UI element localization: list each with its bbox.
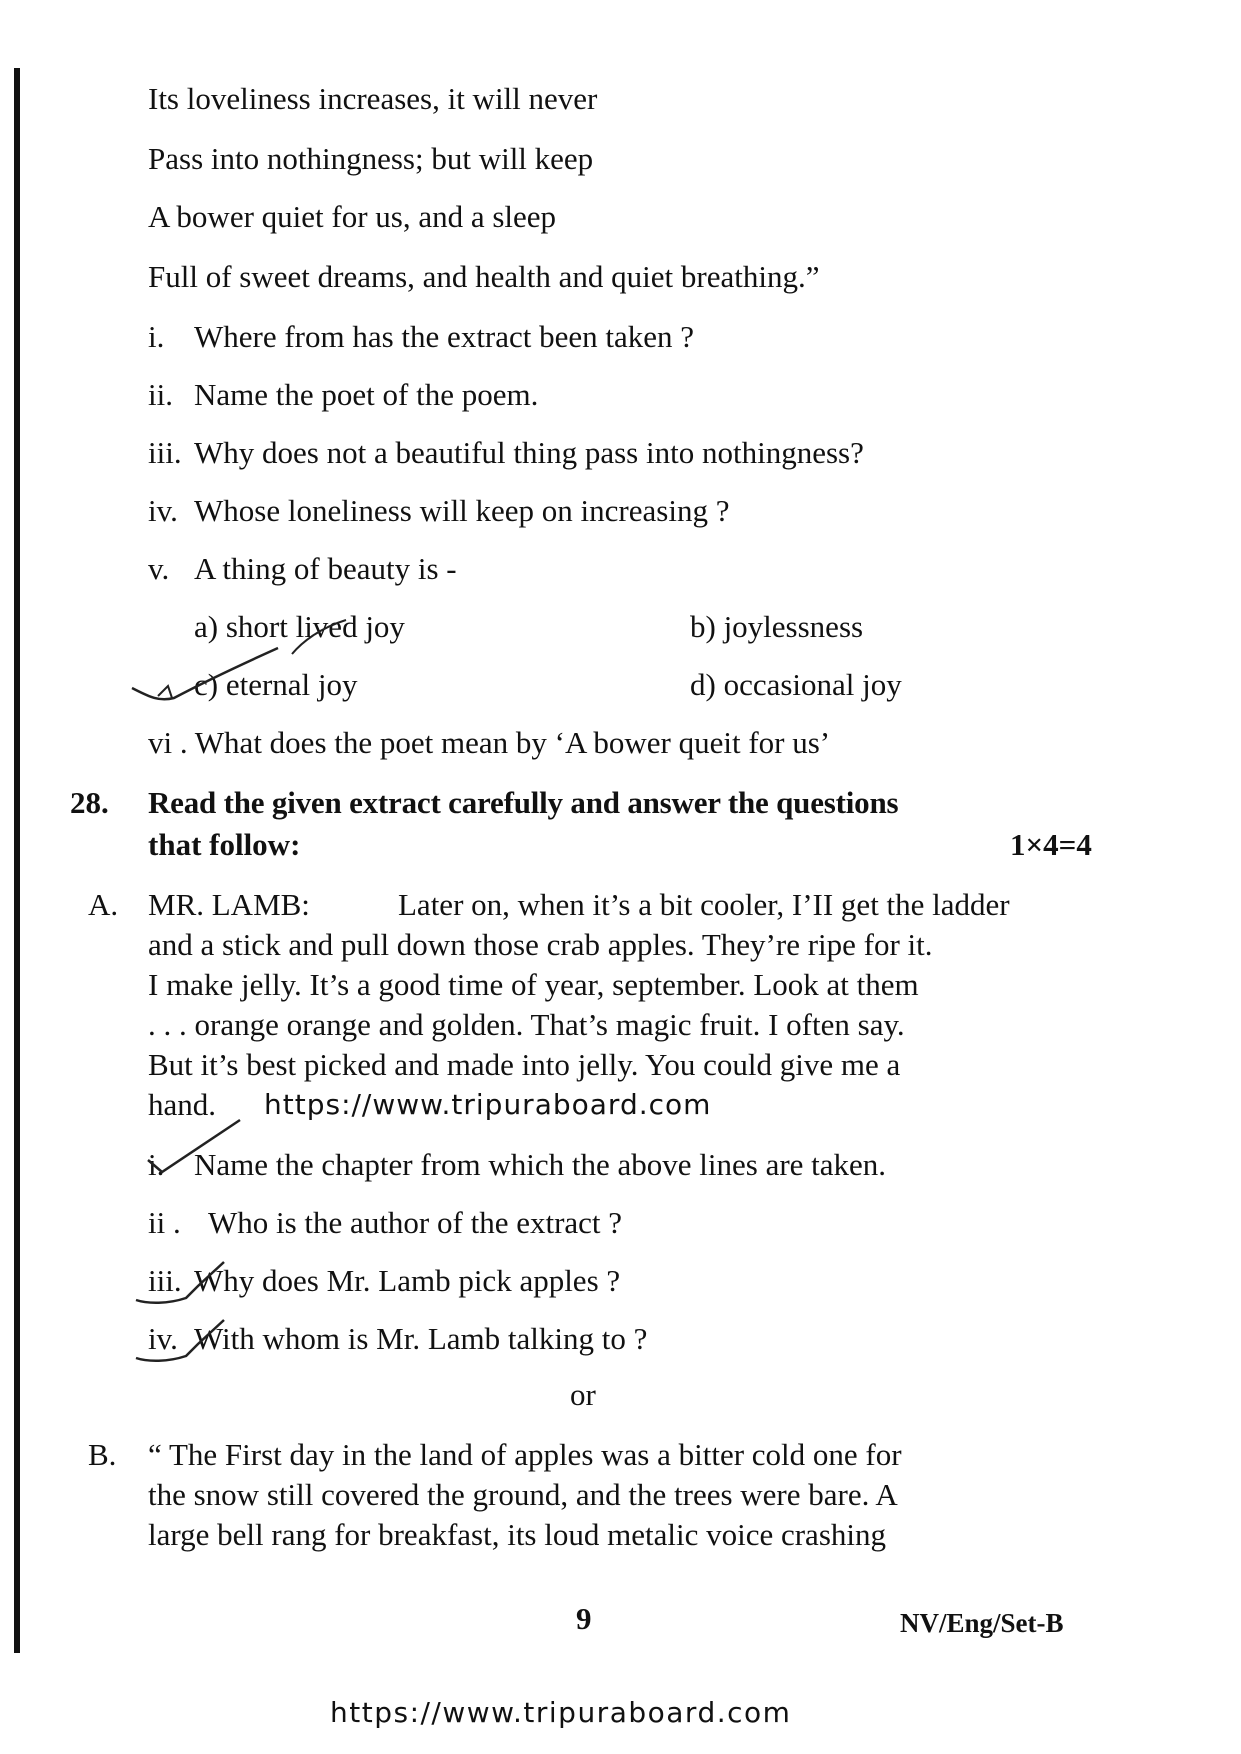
question-number: iii. xyxy=(148,1263,182,1298)
question-text: Why does Mr. Lamb pick apples ? xyxy=(194,1263,621,1298)
option-a: a) short lived joy xyxy=(194,609,405,644)
option-d: d) occasional joy xyxy=(690,667,902,702)
watermark-url: https://www.tripuraboard.com xyxy=(264,1088,712,1121)
question-text: Where from has the extract been taken ? xyxy=(194,319,695,354)
extract-line: Later on, when it’s a bit cooler, I’II get the ladder xyxy=(398,887,1010,922)
handwritten-stroke-icon xyxy=(290,618,350,658)
extract-line: the snow still covered the ground, and the trees were bare. A xyxy=(148,1477,898,1512)
option-b: b) joylessness xyxy=(690,609,864,644)
handwritten-check-icon xyxy=(128,1250,238,1310)
question-text: Name the chapter from which the above lines are taken. xyxy=(194,1147,887,1182)
extract-line: I make jelly. It’s a good time of year, september. Look at them xyxy=(148,967,919,1002)
or-separator: or xyxy=(570,1377,596,1412)
question-text: A thing of beauty is - xyxy=(194,551,457,586)
question-item xyxy=(148,550,457,588)
extract-line: But it’s best picked and made into jelly. You could give me a xyxy=(148,1047,901,1082)
extract-line: “ The First day in the land of apples was a bitter cold one for xyxy=(148,1437,902,1472)
question-number: iii. xyxy=(148,435,182,470)
question-number: ii . xyxy=(148,1205,181,1240)
page-number: 9 xyxy=(576,1601,592,1636)
question-number: v. xyxy=(148,551,170,586)
question-number: iv. xyxy=(148,493,178,528)
question-text: Why does not a beautiful thing pass into nothingness? xyxy=(194,435,864,470)
question-item xyxy=(148,1146,886,1184)
question-number: i. xyxy=(148,1147,165,1182)
question-item xyxy=(148,434,864,472)
handwritten-check-icon xyxy=(128,1308,238,1368)
extract-line: . . . orange orange and golden. That’s magic fruit. I often say. xyxy=(148,1007,905,1042)
question-text: With whom is Mr. Lamb talking to ? xyxy=(194,1321,648,1356)
question-item xyxy=(148,376,538,414)
extract-line: and a stick and pull down those crab apples. They’re ripe for it. xyxy=(148,927,933,962)
question-item xyxy=(148,1204,622,1242)
option-c: c) eternal joy xyxy=(194,667,358,702)
question-vi: vi . What does the poet mean by ‘A bower queit for us’ xyxy=(148,725,831,760)
extract-line: hand. xyxy=(148,1087,217,1122)
handwritten-tick-icon xyxy=(128,640,288,710)
poem-line: Pass into nothingness; but will keep xyxy=(148,141,594,176)
extract-line: large bell rang for breakfast, its loud metalic voice crashing xyxy=(148,1517,886,1552)
left-margin-rule xyxy=(14,68,20,1653)
question-item xyxy=(148,492,729,530)
question-item xyxy=(148,318,694,356)
section-b-label: B. xyxy=(88,1437,117,1472)
question-number: ii. xyxy=(148,377,173,412)
handwritten-check-icon xyxy=(140,1116,250,1186)
poem-line: Full of sweet dreams, and health and quiet breathing.” xyxy=(148,259,820,294)
question-28-heading-cont: that follow: xyxy=(148,827,301,862)
question-text: Whose loneliness will keep on increasing ? xyxy=(194,493,730,528)
question-text: Name the poet of the poem. xyxy=(194,377,539,412)
question-number: iv. xyxy=(148,1321,178,1356)
footer-url: https://www.tripuraboard.com xyxy=(330,1696,792,1729)
question-number: i. xyxy=(148,319,165,354)
set-code: NV/Eng/Set-B xyxy=(900,1608,1064,1638)
question-28-number: 28. xyxy=(70,785,109,820)
question-28-heading: Read the given extract carefully and answer the questions xyxy=(148,785,899,820)
marks-label: 1×4=4 xyxy=(1010,827,1092,862)
poem-line: A bower quiet for us, and a sleep xyxy=(148,199,557,234)
question-text: Who is the author of the extract ? xyxy=(208,1205,623,1240)
section-a-label: A. xyxy=(88,887,119,922)
poem-line: Its loveliness increases, it will never xyxy=(148,81,598,116)
speaker-label: MR. LAMB: xyxy=(148,887,310,922)
